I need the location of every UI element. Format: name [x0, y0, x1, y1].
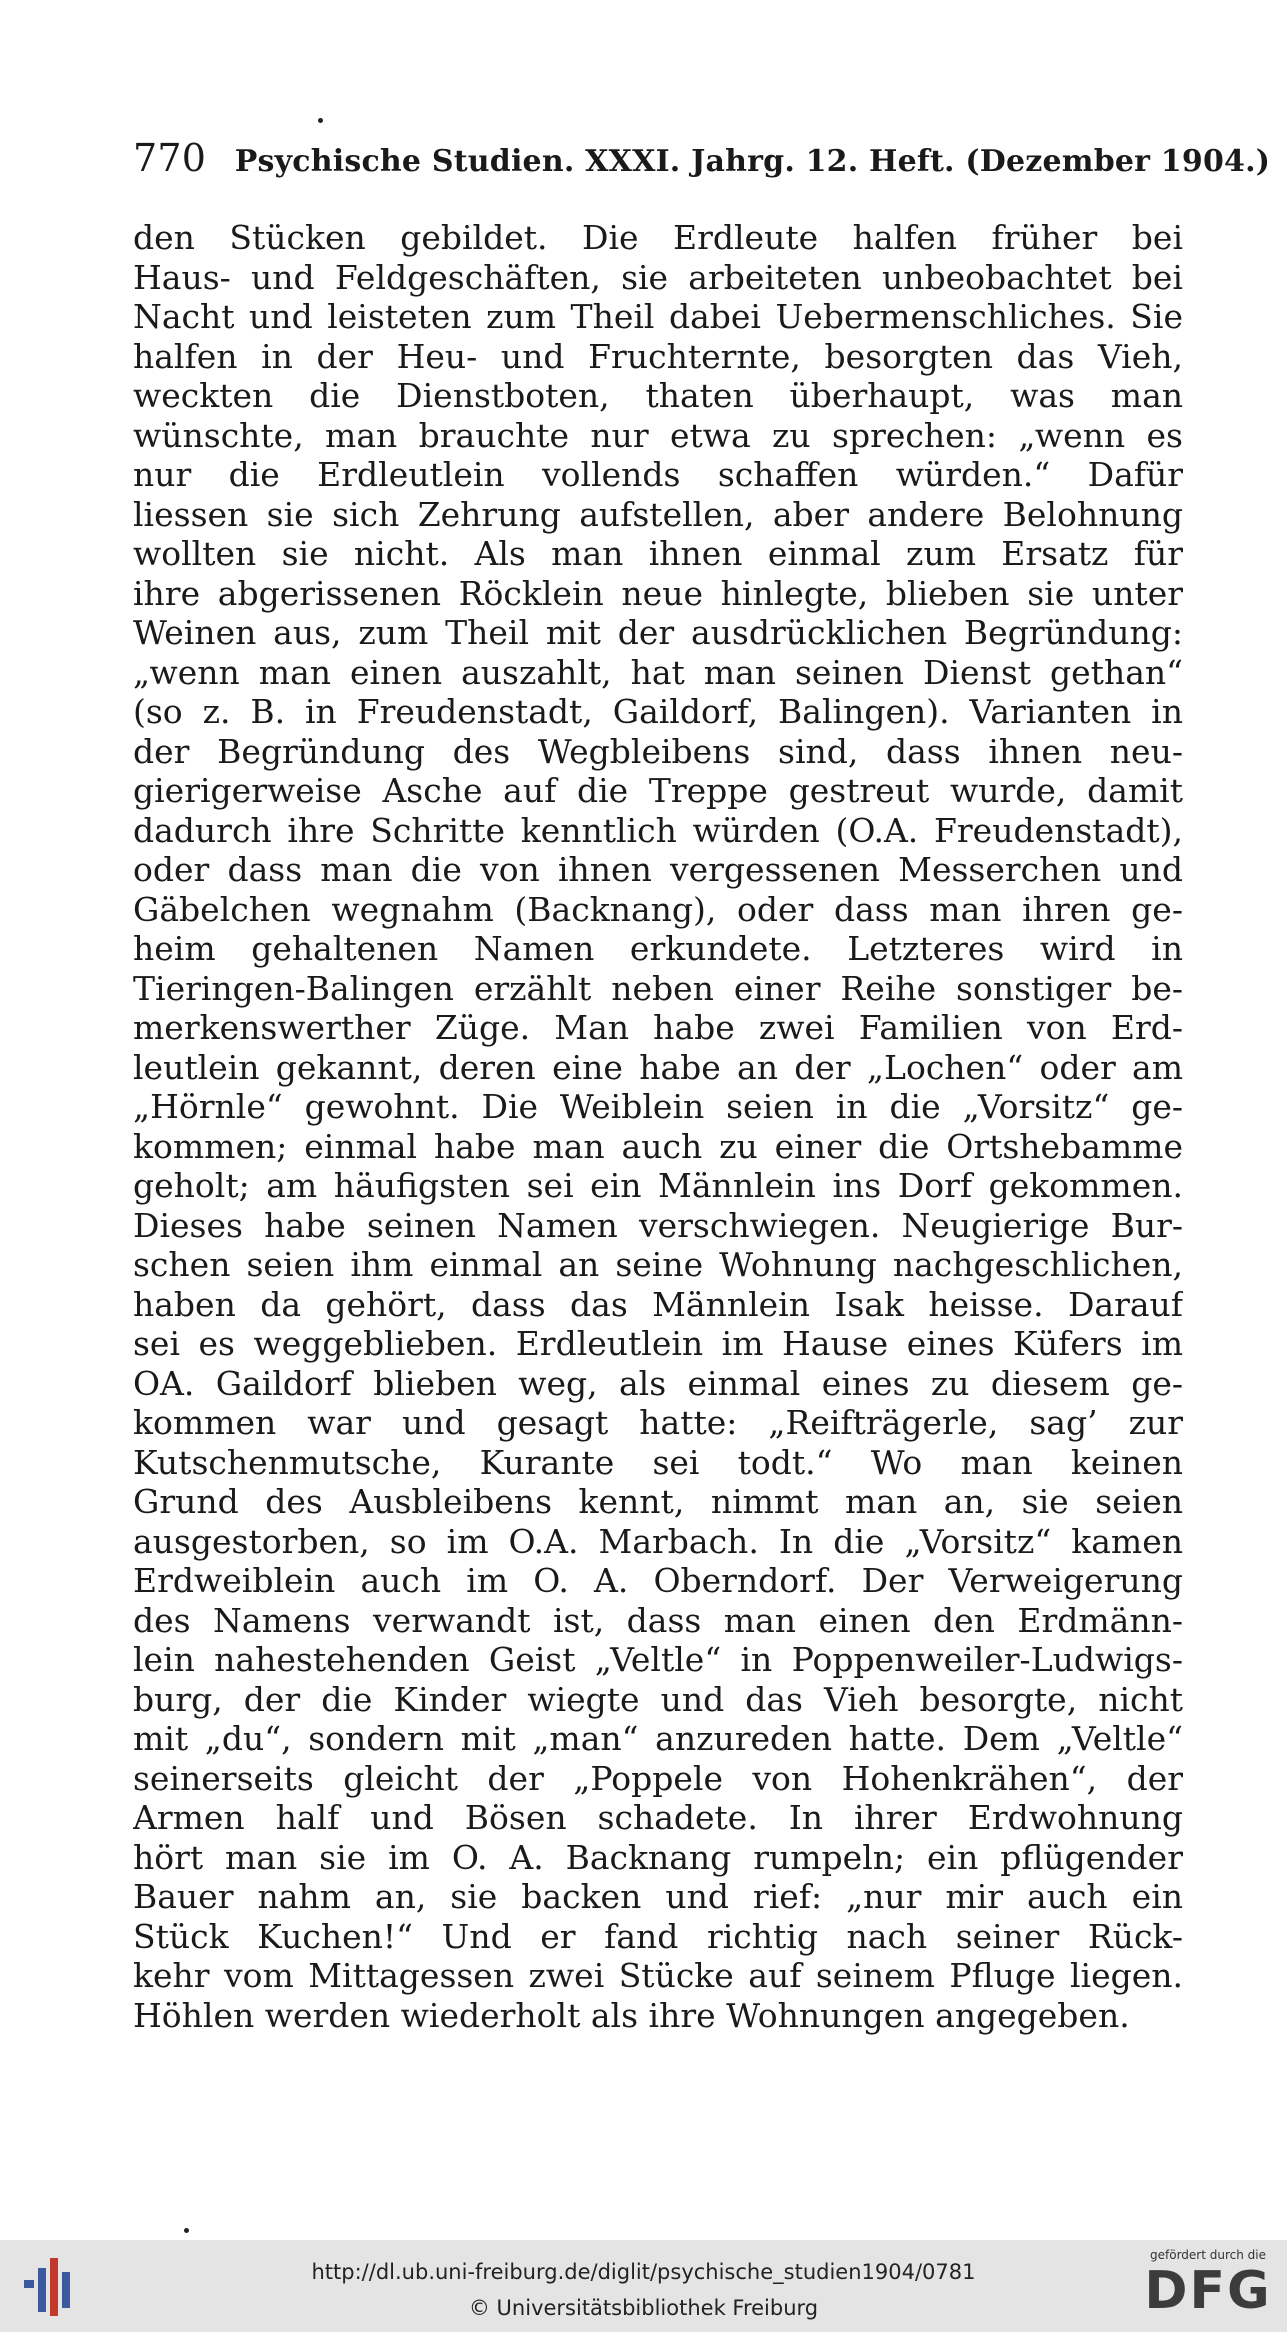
text-line: Höhlen werden wiederholt als ihre Wohnungen angegeben. — [133, 1995, 1130, 2035]
text-line: Erdweiblein auch im O. A. Oberndorf. Der Verweigerung — [133, 1561, 1183, 1600]
stray-mark — [184, 2228, 189, 2233]
text-line: „Hörnle“ gewohnt. Die Weiblein seien in die „Vorsitz“ ge- — [133, 1087, 1183, 1126]
dfg-caption: gefördert durch die — [1150, 2248, 1266, 2262]
text-line: ihre abgerissenen Röcklein neue hinlegte, blieben sie unter — [133, 573, 1183, 613]
text-line: Armen half und Bösen schadete. In ihrer Erdwohnung — [133, 1798, 1183, 1837]
text-line: schen seien ihm einmal an seine Wohnung nachgeschlichen, — [133, 1245, 1183, 1284]
text-line: mit „du“, sondern mit „man“ anzureden hatte. Dem „Veltle“ — [133, 1719, 1183, 1758]
text-line: burg, der die Kinder wiegte und das Vieh besorgte, nicht — [133, 1679, 1183, 1719]
text-line: OA. Gaildorf blieben weg, als einmal eines zu diesem ge- — [133, 1363, 1183, 1403]
text-line: sei es weggeblieben. Erdleutlein im Hause eines Küfers im — [133, 1324, 1183, 1363]
text-line: haben da gehört, dass das Männlein Isak heisse. Darauf — [133, 1284, 1183, 1324]
footer-url[interactable]: http://dl.ub.uni-freiburg.de/diglit/psychische_studien1904/0781 — [311, 2260, 976, 2284]
text-line: seinerseits gleicht der „Poppele von Hohenkrähen“, der — [133, 1758, 1183, 1798]
body-text — [133, 218, 1183, 2035]
text-line: wollten sie nicht. Als man ihnen einmal zum Ersatz für — [133, 534, 1183, 573]
dfg-wordmark: DFG — [1144, 2261, 1272, 2321]
stray-mark — [318, 118, 323, 123]
running-title: Psychische Studien. XXXI. Jahrg. 12. Heft. (Dezember 1904.) — [234, 144, 1271, 179]
page-header — [133, 136, 1271, 180]
text-line: des Namens verwandt ist, dass man einen den Erdmänn- — [133, 1600, 1183, 1640]
text-line: gierigerweise Asche auf die Treppe gestreut wurde, damit — [133, 771, 1183, 810]
text-line: merkenswerther Züge. Man habe zwei Familien von Erd- — [133, 1008, 1183, 1047]
text-line: Stück Kuchen!“ Und er fand richtig nach seiner Rück- — [133, 1916, 1183, 1956]
text-line: Dieses habe seinen Namen verschwiegen. Neugierige Bur- — [133, 1205, 1183, 1245]
text-line: (so z. B. in Freudenstadt, Gaildorf, Balingen). Varianten in — [133, 692, 1183, 731]
text-line: kehr vom Mittagessen zwei Stücke auf seinem Pfluge liegen. — [133, 1956, 1183, 1995]
text-line: Bauer nahm an, sie backen und rief: „nur mir auch ein — [133, 1877, 1183, 1916]
text-line: halfen in der Heu- und Fruchternte, besorgten das Vieh, — [133, 336, 1183, 376]
text-line: kommen war und gesagt hatte: „Reifträgerle, sag’ zur — [133, 1403, 1183, 1442]
text-line: Grund des Ausbleibens kennt, nimmt man an, sie seien — [133, 1482, 1183, 1521]
text-line: Weinen aus, zum Theil mit der ausdrücklichen Begründung: — [133, 613, 1183, 652]
text-line: Nacht und leisteten zum Theil dabei Uebermenschliches. Sie — [133, 297, 1183, 336]
text-line: oder dass man die von ihnen vergessenen Messerchen und — [133, 850, 1183, 889]
text-line: geholt; am häufigsten sei ein Männlein ins Dorf gekommen. — [133, 1166, 1183, 1205]
text-line: heim gehaltenen Namen erkundete. Letzteres wird in — [133, 929, 1183, 968]
text-line: Gäbelchen wegnahm (Backnang), oder dass man ihren ge- — [133, 889, 1183, 929]
text-line: Tieringen-Balingen erzählt neben einer Reihe sonstiger be- — [133, 968, 1183, 1008]
text-line: der Begründung des Wegbleibens sind, dass ihnen neu- — [133, 731, 1183, 771]
text-line: leutlein gekannt, deren eine habe an der „Lochen“ oder am — [133, 1047, 1183, 1087]
text-line: ausgestorben, so im O.A. Marbach. In die „Vorsitz“ kamen — [133, 1521, 1183, 1561]
text-line: nur die Erdleutlein vollends schaffen würden.“ Dafür — [133, 455, 1183, 494]
text-line: dadurch ihre Schritte kenntlich würden (O.A. Freudenstadt), — [133, 810, 1183, 850]
text-line: hört man sie im O. A. Backnang rumpeln; ein pflügender — [133, 1837, 1183, 1877]
text-line: Kutschenmutsche, Kurante sei todt.“ Wo man keinen — [133, 1442, 1183, 1482]
text-line: liessen sie sich Zehrung aufstellen, aber andere Belohnung — [133, 494, 1183, 534]
text-line: lein nahestehenden Geist „Veltle“ in Poppenweiler-Ludwigs- — [133, 1640, 1183, 1679]
footer-copyright: © Universitätsbibliothek Freiburg — [468, 2296, 819, 2320]
text-line: kommen; einmal habe man auch zu einer die Ortshebamme — [133, 1126, 1183, 1166]
text-line: den Stücken gebildet. Die Erdleute halfen früher bei — [133, 218, 1183, 257]
text-line: wünschte, man brauchte nur etwa zu sprechen: „wenn es — [133, 415, 1183, 455]
dfg-logo — [1143, 2248, 1273, 2328]
page-number: 770 — [133, 136, 207, 180]
text-line: „wenn man einen auszahlt, hat man seinen Dienst gethan“ — [133, 652, 1183, 692]
text-line: Haus- und Feldgeschäften, sie arbeiteten unbeobachtet bei — [133, 257, 1183, 297]
text-line: weckten die Dienstboten, thaten überhaupt, was man — [133, 376, 1183, 415]
footer-bar — [0, 2240, 1287, 2332]
